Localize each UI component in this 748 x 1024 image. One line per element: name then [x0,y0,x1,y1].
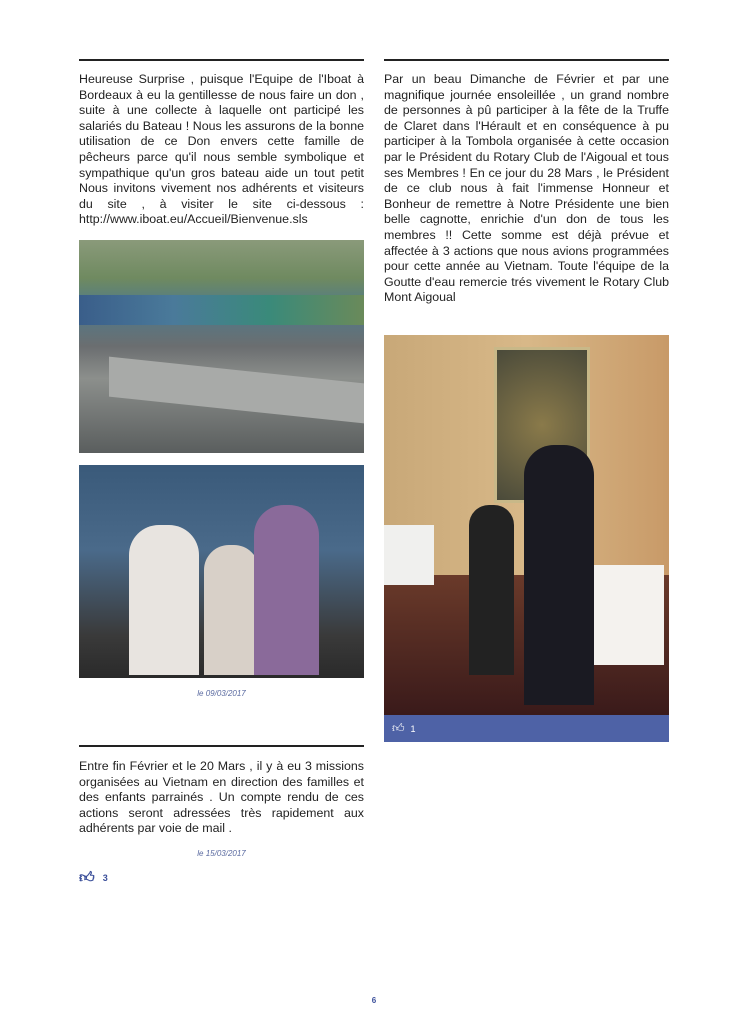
thumbs-up-icon: 👍︎ [392,721,405,735]
divider [384,59,669,61]
divider [79,59,364,61]
like-count: 3 [102,873,108,883]
article-rotary: Par un beau Dimanche de Février et par une magnifique journée ensoleillée , un grand nombre de personnes à pû participer à la fête de la Truffe de Claret dans l'Hérault et en conséquence à pu participer à la Tombola organisée à cette occasion par le Président du Rotary Club de l'Aigoual et tous ses Membres ! En ce jour du 28 Mars , le Président de ce club nous à fait l'immense Honneur et Bonheur de remettre à Notre Présidente une bien belle cagnotte, enrichie d'un don de tous les membres !! Cette somme est déjà prévue et affectée à 3 actions que nous avions programmées pour cette année au Vietnam. Toute l'équipe de la Goutte d'eau remercie trés vivement le Rotary Club Mont Aigoual [384,72,669,305]
date-label: le 15/03/2017 [197,849,246,858]
page-number: 6 [371,996,377,1005]
thumbs-up-icon: 👍︎ [79,869,95,886]
photo-fishing-boats [79,240,364,453]
photo-rotary-cheque [384,335,669,715]
like-count: 1 [410,723,416,734]
article-missions: Entre fin Février et le 20 Mars , il y à eu 3 missions organisées au Vietnam en direction des familles et des enfants parrainés . Un compte rendu de ces actions seront adressées très rapidement aux adhérents par voie de mail . [79,759,364,836]
divider [79,745,364,747]
article-iboat: Heureuse Surprise , puisque l'Equipe de l'Iboat à Bordeaux à eu la gentillesse de nous faire un don , suite à une collecte à laquelle ont participé les salariés du Bateau ! Nous les assurons de la bonne utilisation de ce Don envers cette famille de pêcheurs parce qu'il nous semble symbolique et sympathique qu'un gros bateau aide un tout petit Nous invitons vivement nos adhérents et visiteurs du site , à visiter le site ci-dessous : http://www.iboat.eu/Accueil/Bienvenue.sls [79,72,364,227]
photo-family [79,465,364,678]
like-bar[interactable] [384,715,669,742]
like-button[interactable] [79,869,108,887]
date-label: le 09/03/2017 [197,689,246,698]
